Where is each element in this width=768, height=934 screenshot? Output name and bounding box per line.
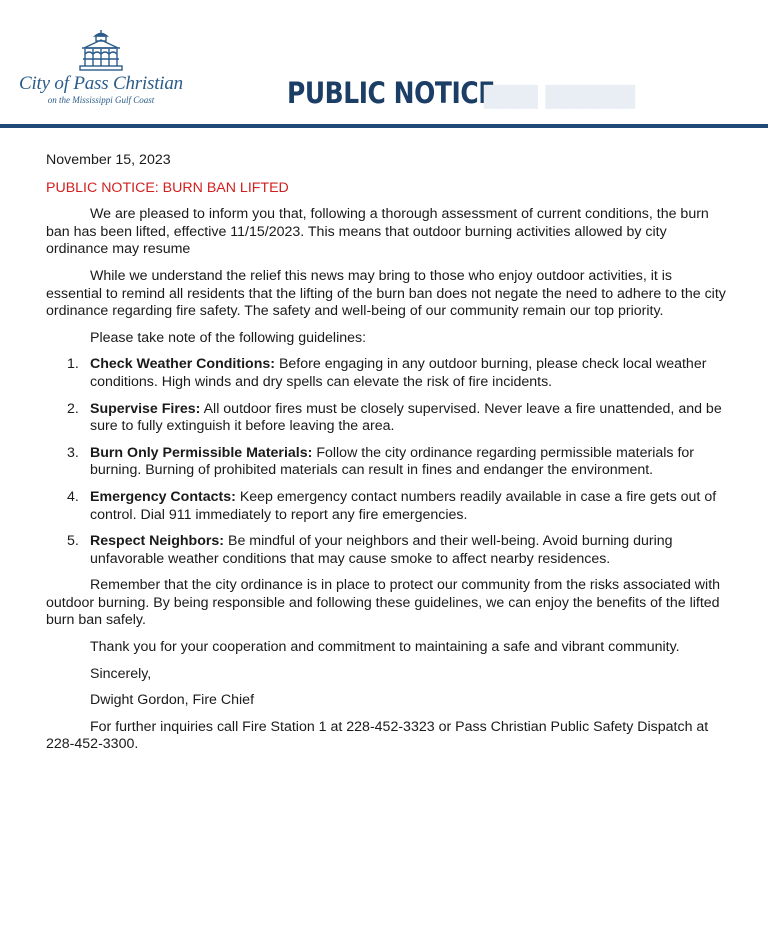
guideline-text: Be mindful of your neighbors and their well-being. Avoid burning during unfavorable weather conditions that may cause smoke to affect nearby residences. — [90, 533, 673, 567]
letter-headline: PUBLIC NOTICE: BURN BAN LIFTED — [46, 179, 289, 196]
closing: Sincerely, — [90, 665, 152, 682]
guideline-text: All outdoor fires must be closely supervised. Never leave a fire unattended, and be sure to fully extinguish it before leaving the area. — [90, 400, 722, 435]
guideline-item — [46, 489, 726, 524]
letter-date: November 15, 2023 — [46, 152, 171, 168]
gazebo-icon — [76, 28, 126, 72]
watermark-text: ▆▆▆ ▆▆▆▆▆ — [484, 78, 635, 109]
guideline-number: 2. — [67, 400, 79, 417]
guideline-item — [46, 533, 726, 568]
contact-info: For further inquiries call Fire Station 1 at 228-452-3323 or Pass Christian Public Safety Dispatch at 228-452-3300. — [46, 718, 709, 753]
logo-subtitle: on the Mississippi Gulf Coast — [47, 95, 155, 105]
paragraph-intro: We are pleased to inform you that, following a thorough assessment of current conditions, the burn ban has been lifted, effective 11/15/2023. This means that outdoor burning activities allowed by city ordinance may resume — [46, 206, 709, 258]
guideline-text: Keep emergency contact numbers readily available in case a fire gets out of control. Dial 911 immediately to report any fire emergencies. — [90, 488, 717, 523]
guideline-number: 3. — [67, 444, 79, 461]
logo-title: City of Pass Christian — [19, 73, 183, 94]
paragraph-ordinance: Remember that the city ordinance is in place to protect our community from the risks associated with outdoor burning. By being responsible and following these guidelines, we can enjoy the benefits of the lifted burn ban safely. — [46, 577, 721, 629]
guideline-title: Respect Neighbors: — [90, 533, 225, 550]
guideline-item — [46, 401, 726, 436]
notice-title: PUBLIC NOTICE — [287, 76, 495, 110]
signature: Dwight Gordon, Fire Chief — [90, 692, 255, 709]
guideline-item — [46, 356, 726, 391]
paragraph-thanks: Thank you for your cooperation and commitment to maintaining a safe and vibrant community. — [90, 639, 680, 656]
guideline-text: Follow the city ordinance regarding permissible materials for burning. Burning of prohibited materials can result in fines and endanger the environment. — [90, 444, 695, 479]
guideline-title: Burn Only Permissible Materials: — [90, 444, 313, 461]
paragraph-reminder: While we understand the relief this news may bring to those who enjoy outdoor activities, it is essential to remind all residents that the lifting of the burn ban does not negate the need to adhere to the city ordinance regarding fire safety. The safety and well-being of our community remain our top priority. — [46, 267, 726, 320]
guideline-number: 1. — [67, 356, 79, 373]
guideline-number: 5. — [67, 533, 79, 550]
header-divider — [0, 124, 768, 128]
guidelines-intro: Please take note of the following guidelines: — [90, 329, 367, 346]
guideline-text: Before engaging in any outdoor burning, please check local weather conditions. High winds and dry spells can elevate the risk of fire incidents. — [90, 356, 707, 390]
guideline-title: Supervise Fires: — [90, 400, 201, 417]
guideline-item — [46, 445, 726, 480]
guidelines-list — [46, 356, 726, 568]
letterhead — [0, 0, 768, 128]
guideline-title: Emergency Contacts: — [90, 488, 236, 505]
city-logo — [10, 28, 192, 110]
guideline-title: Check Weather Conditions: — [90, 356, 275, 373]
guideline-number: 4. — [67, 488, 79, 505]
letter-body — [46, 152, 726, 763]
